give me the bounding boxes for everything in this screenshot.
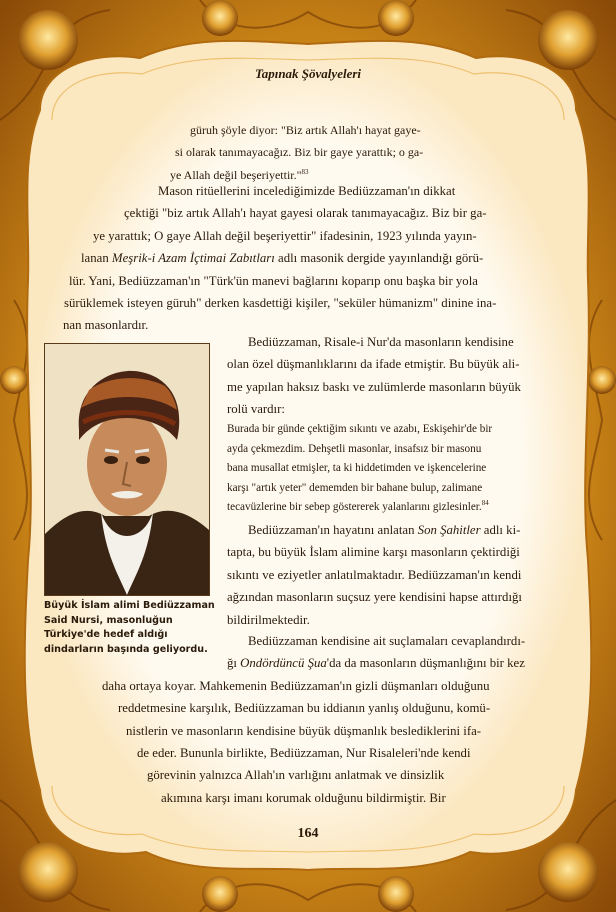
caption-line: Türkiye'de hedef aldığı bbox=[44, 629, 168, 640]
body-line: ye yarattık; O gaye Allah değil beşeriyettir" ifadesinin, 1923 yılında yayın- bbox=[93, 228, 477, 243]
footnote-marker: 84 bbox=[481, 499, 489, 508]
intro-quote bbox=[170, 119, 424, 186]
body-text: adlı masonik dergide yayınlandığı görü- bbox=[274, 251, 484, 266]
body-line: rolü vardır: bbox=[227, 402, 285, 417]
body-line: lür. Yani, Bediüzzaman'ın "Türk'ün manevi bağlarını koparıp onu başka bir yola bbox=[69, 273, 478, 288]
body-line: sürüklemek isteyen güruh" derken kasdettiği kişiler, "seküler hümanizm" dinine ina- bbox=[64, 296, 497, 311]
quote-line: Burada bir günde çektiğim sıkıntı ve azabı, Eskişehir'de bir bbox=[227, 423, 493, 435]
quote-line: tecavüzlerine bir sebep göstererek yalanlarını gizlesinler. bbox=[227, 501, 482, 514]
block-quote bbox=[227, 420, 492, 518]
paragraph-2 bbox=[227, 331, 521, 421]
intro-quote-line: ye Allah değil beşeriyettir." bbox=[170, 167, 302, 182]
quote-line: bana musallat etmişler, ta ki hiddetimden ve işkencelerine bbox=[227, 462, 487, 475]
caption-line: Büyük İslam alimi Bediüzzaman bbox=[44, 600, 215, 611]
body-line: ağzından masonların suçsuz yere kendisini hapse attırdığı bbox=[227, 590, 522, 605]
publication-title: Meşrik-i Azam İçtimai Zabıtları bbox=[111, 251, 275, 266]
body-line: görevinin yalnızca Allah'ın varlığını anlatmak ve dinsizlik bbox=[147, 768, 445, 783]
caption-line: Said Nursi, masonluğun bbox=[44, 614, 173, 626]
body-text: 'da da masonların düşmanlığını bir kez bbox=[326, 656, 525, 671]
body-text: Bediüzzaman'ın hayatını anlatan bbox=[248, 523, 418, 537]
body-line: çektiği "biz artık Allah'ı hayat gayesi olarak tanımayacağız. Biz bir ga- bbox=[124, 206, 487, 221]
body-text: adlı ki- bbox=[480, 523, 521, 537]
caption-line: dindarların başında geliyordu. bbox=[44, 643, 208, 655]
page-number: 164 bbox=[297, 826, 319, 841]
body-line: daha ortaya koyar. Mahkemenin Bediüzzaman'ın gizli düşmanları olduğunu bbox=[102, 678, 490, 693]
body-line: nistlerin ve masonların kendisine büyük düşmanlık beslediklerini ifa- bbox=[126, 723, 482, 738]
footnote-marker: 83 bbox=[301, 167, 309, 176]
book-title: Ondördüncü Şua bbox=[240, 656, 327, 671]
body-line: me yapılan haksız baskı ve zulümlerde masonların büyük bbox=[227, 379, 521, 394]
body-line: akımına karşı imanı korumak olduğunu bildirmiştir. Bir bbox=[161, 790, 446, 805]
body-line: reddetmesine karşılık, Bediüzzaman bu iddianın yanlış olduğunu, komü- bbox=[118, 701, 491, 716]
quote-line: ayda çekmezdim. Dehşetli masonlar, insafsız bir masonu bbox=[227, 442, 482, 455]
body-line: Bediüzzaman, Risale-i Nur'da masonların kendisine bbox=[248, 335, 514, 349]
portrait-image bbox=[44, 343, 210, 596]
body-line: tapta, bu büyük İslam alimine karşı masonların çektirdiği bbox=[227, 545, 520, 560]
paragraph-3 bbox=[227, 519, 522, 631]
body-line: bildirilmektedir. bbox=[227, 612, 310, 627]
body-line: de eder. Bununla birlikte, Bediüzzaman, Nur Risaleleri'nde kendi bbox=[137, 746, 471, 761]
body-line: Bediüzzaman kendisine ait suçlamaları cevaplandırdı- bbox=[248, 634, 526, 648]
intro-quote-line: güruh şöyle diyor: "Biz artık Allah'ı hayat gaye- bbox=[190, 123, 421, 137]
quote-line: karşı "artık yeter" dememden bir bahane bulup, zalimane bbox=[227, 481, 483, 494]
paragraph-4 bbox=[0, 630, 616, 809]
paragraph-1 bbox=[0, 180, 616, 337]
body-line: nan masonlardır. bbox=[63, 318, 149, 333]
body-text: ğı bbox=[227, 656, 241, 671]
body-text: lanan bbox=[81, 251, 112, 266]
body-line: Mason ritüellerini incelediğimizde Bediüzzaman'ın dikkat bbox=[158, 184, 456, 198]
body-line: olan özel düşmanlıklarını da ifade etmiştir. Bu büyük ali- bbox=[227, 357, 520, 372]
body-line: sıkıntı ve eziyetler anlatılmaktadır. Bediüzzaman'ın kendi bbox=[227, 567, 522, 582]
intro-quote-line: si olarak tanımayacağız. Biz bir gaye yarattık; o ga- bbox=[175, 145, 424, 160]
running-header: Tapınak Şövalyeleri bbox=[254, 66, 362, 81]
book-title: Son Şahitler bbox=[417, 523, 481, 537]
portrait-illustration bbox=[45, 344, 209, 595]
